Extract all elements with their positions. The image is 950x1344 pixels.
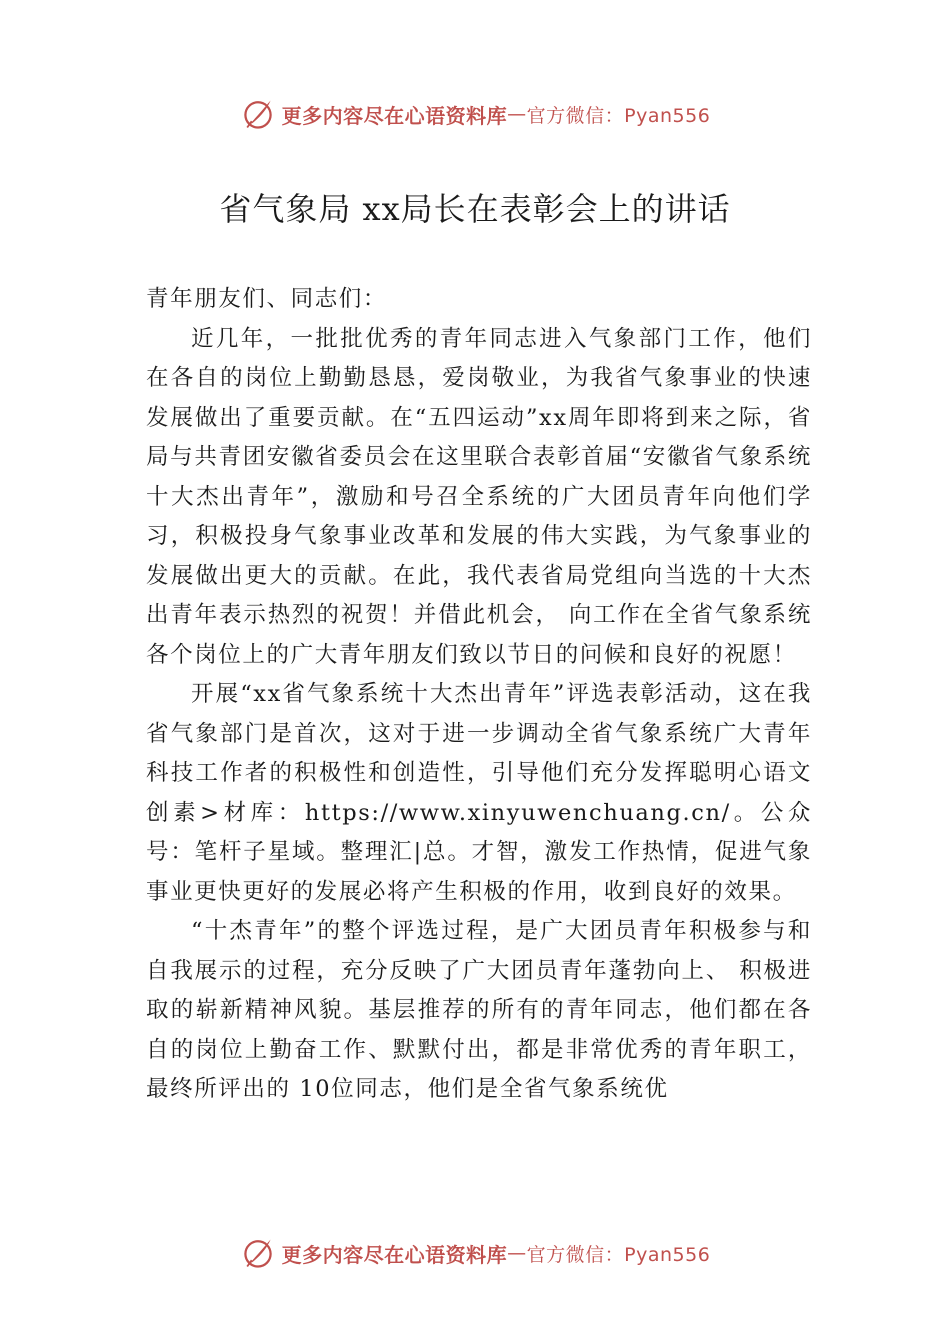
watermark-contact: 官方微信：Pyan556 xyxy=(526,1243,711,1266)
document-body xyxy=(146,280,812,1110)
paragraph-2 xyxy=(146,675,812,912)
watermark-header xyxy=(0,94,950,134)
paragraph-2-text-a: 开展“xx省气象系统十大杰出青年”评选表彰活动，这在我省气象部门是首次，这对于进一步调动全省气象系统广大青年科技工作者的积极性和创造性，引导他们充分发挥聪明心语文创素>材库： xyxy=(146,681,812,826)
page-title: 省气象局 xx局长在表彰会上的讲话 xyxy=(219,190,731,228)
source-url: https://www.xinyuwenchuang.cn/ xyxy=(304,799,731,826)
watermark-footer xyxy=(0,1233,950,1273)
quill-pen-logo-icon xyxy=(240,96,276,132)
paragraph-3: “十杰青年”的整个评选过程，是广大团员青年积极参与和自我展示的过程，充分反映了广大团员青年蓬勃向上、 积极进取的崭新精神风貌。基层推荐的所有的青年同志，他们都在各自的岗位上勤奋工作、默默付出，都是非常优秀的青年职工，最终所评出的 10位同志，他们是全省气象系统优 xyxy=(146,918,812,1102)
watermark-separator: — xyxy=(507,103,527,125)
quill-pen-logo-icon xyxy=(240,1235,276,1271)
paragraph-2-text-b: 。公众号：笔杆子星域。整理汇|总。才智，激发工作热情，促进气象事业更快更好的发展必将产生积极的作用，收到良好的效果。 xyxy=(146,799,812,905)
watermark-brand: 更多内容尽在心语资料库 xyxy=(281,103,508,128)
watermark-contact: 官方微信：Pyan556 xyxy=(526,104,711,127)
watermark-brand: 更多内容尽在心语资料库 xyxy=(281,1242,508,1267)
paragraph-1: 近几年，一批批优秀的青年同志进入气象部门工作，他们在各自的岗位上勤勤恳恳，爱岗敬业，为我省气象事业的快速发展做出了重要贡献。在“五四运动”xx周年即将到来之际，省局与共青团安徽省委员会在这里联合表彰首届“安徽省气象系统十大杰出青年”，激励和号召全系统的广大团员青年向他们学习，积极投身气象事业改革和发展的伟大实践，为气象事业的发展做出更大的贡献。在此，我代表省局党组向当选的十大杰出青年表示热烈的祝贺！并借此机会， 向工作在全省气象系统各个岗位上的广大青年朋友们致以节日的问候和良好的祝愿！ xyxy=(146,325,812,668)
salutation: 青年朋友们、同志们： xyxy=(146,286,388,312)
watermark-separator: — xyxy=(507,1242,527,1264)
